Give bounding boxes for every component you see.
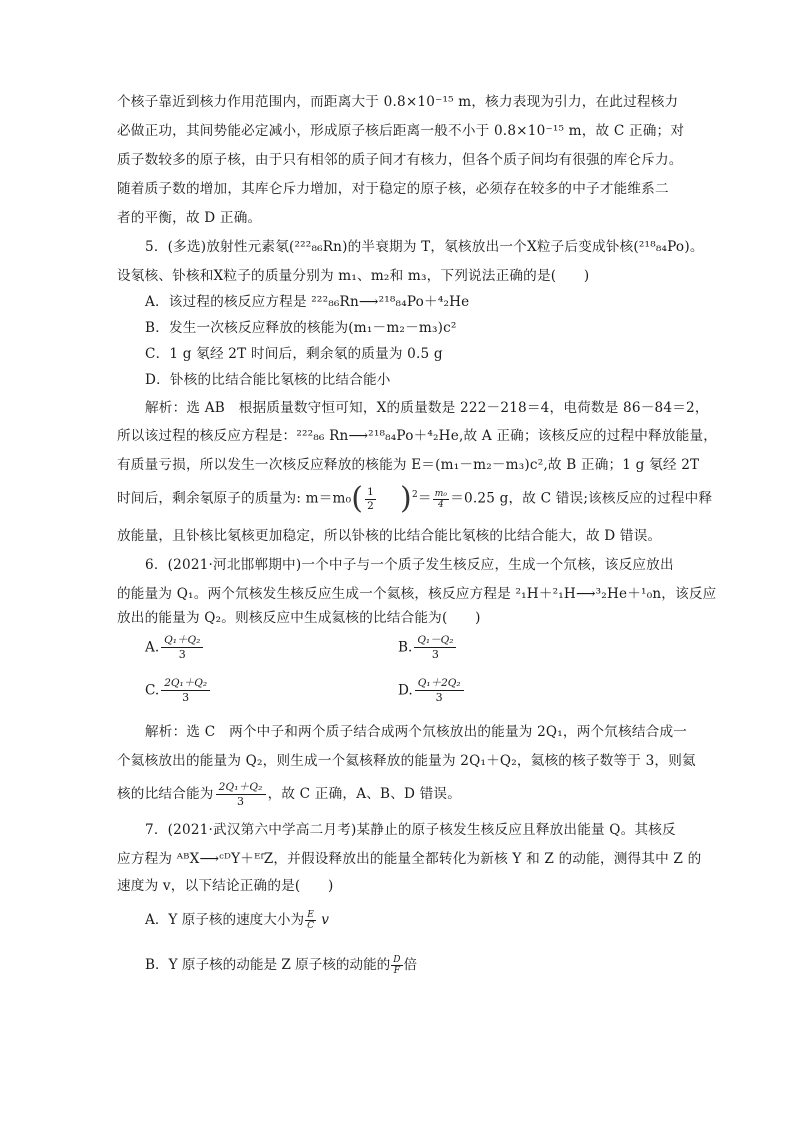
solution-3-text-b: ，故 C 正确，A、B、D 错误。: [267, 786, 461, 802]
option-a-numerator: Q₁＋Q₂: [161, 634, 203, 648]
solution-3-text-a: 核的比结合能为: [117, 786, 214, 802]
question-5-solution-line-5: 放能量，且钋核比氡核更加稳定，所以钋核的比结合能比氡核的比结合能大，故 D 错误。: [117, 528, 662, 544]
intro-line-5: 者的平衡，故 D 正确。: [117, 210, 262, 226]
question-6-option-c: [145, 677, 212, 705]
option-a-label: A.: [145, 639, 160, 656]
solution-4-text-b: ＝0.25 g，故 C 错误;该核反应的过程中释: [450, 490, 713, 507]
question-6-solution-line-3: [117, 776, 689, 812]
question-6-option-a: [145, 634, 205, 662]
question-6-option-b: [398, 634, 458, 662]
option-b-label: B.: [398, 639, 413, 656]
option-d-numerator: Q₁＋2Q₂: [415, 677, 464, 691]
question-7-option-a: [145, 910, 329, 931]
solution-4-text-a: 时间后，剩余氡原子的质量为: m＝m₀: [117, 490, 352, 507]
option-c-fraction: [161, 677, 210, 705]
question-5-option-c: C．1 g 氡经 2T 时间后，剩余氡的质量为 0.5 g: [145, 346, 443, 362]
question-5-stem-line-1: 5．(多选)放射性元素氡(²²²₈₆Rn)的半衰期为 T，氡核放出一个X粒子后变成钋核(²¹⁸₈₄Po)。: [145, 239, 704, 255]
half-denominator: 2: [367, 499, 375, 512]
question-7-option-b: [145, 955, 417, 976]
left-paren: (: [351, 481, 364, 517]
option-c-denominator: 3: [182, 691, 190, 704]
option-c-label: C.: [145, 682, 160, 699]
mass-fraction: [433, 489, 450, 510]
option-a-fraction: [161, 634, 203, 662]
question-5-option-d: D．钋核的比结合能比氡核的比结合能小: [145, 372, 391, 388]
question-6-stem-line-1: 6．(2021·河北邯郸期中)一个中子与一个质子发生核反应，生成一个氘核，该反应放出: [145, 557, 674, 573]
question-5-option-b: B．发生一次核反应释放的核能为(m₁－m₂－m₃)c²: [145, 320, 457, 336]
option-c-numerator: 2Q₁＋Q₂: [161, 677, 210, 691]
question-5-option-a: A．该过程的核反应方程是 ²²²₈₆Rn⟶²¹⁸₈₄Po＋⁴₂He: [145, 294, 470, 310]
q7-option-a-text: A．Y 原子核的速度大小为: [145, 912, 305, 928]
q7-option-a-numerator: E: [305, 910, 316, 921]
question-6-solution-line-2: 个氦核放出的能量为 Q₂，则生成一个氦核释放的能量为 2Q₁＋Q₂，氦核的核子数等于 3，则氦: [117, 753, 696, 769]
question-5-solution-line-4: [117, 478, 713, 517]
question-6-option-d: [398, 677, 466, 705]
option-b-denominator: 3: [431, 648, 439, 661]
exponent: 2: [411, 490, 418, 500]
question-6-stem-line-2: 的能量为 Q₁。两个氘核发生核反应生成一个氦核，核反应方程是 ²₁H＋²₁H⟶³₂He＋¹₀n，该反应: [117, 586, 717, 602]
option-b-numerator: Q₁－Q₂: [414, 634, 456, 648]
intro-line-2: 必做正功，其间势能必定减小，形成原子核后距离一般不小于 0.8×10⁻¹⁵ m，故 C 正确；对: [117, 123, 685, 139]
half-fraction: [365, 486, 376, 513]
question-5-solution-line-3: 有质量亏损，所以发生一次核反应释放的核能为 E＝(m₁－m₂－m₃)c²,故 B 正确；1 g 氡经 2T: [117, 457, 700, 473]
question-5-solution-line-2: 所以该过程的核反应方程是：²²²₈₆ Rn⟶²¹⁸₈₄Po＋⁴₂He,故 A 正确；该核反应的过程中释放能量，: [117, 428, 718, 444]
option-d-label: D.: [398, 682, 413, 699]
intro-line-1: 个核子靠近到核力作用范围内，而距离大于 0.8×10⁻¹⁵ m，核力表现为引力，在此过程核力: [117, 94, 679, 110]
equals: ＝: [417, 490, 432, 507]
question-6-stem-line-3: 放出的能量为 Q₂。则核反应中生成氦核的比结合能为( ): [117, 610, 481, 626]
q7-option-b-denominator: F: [393, 966, 401, 976]
question-7-stem-line-2: 应方程为 ᴬᴮX⟶ᶜᴰY＋ᴱᶠZ，并假设释放出的能量全都转化为新核 Y 和 Z 的动能，测得其中 Z 的: [117, 851, 702, 867]
binding-energy-denominator: 3: [236, 794, 245, 808]
q7-option-a-fraction: [305, 910, 316, 931]
question-5-solution-line-1: 解析：选 AB 根据质量数守恒可知，X的质量数是 222－218＝4，电荷数是 86－84＝2，: [145, 400, 709, 416]
q7-option-a-v: v: [316, 912, 329, 928]
mass-fraction-denominator: 4: [437, 499, 444, 510]
mass-fraction-numerator: m₀: [434, 488, 448, 499]
intro-line-3: 质子数较多的原子核，由于只有相邻的质子间才有核力，但各个质子间均有很强的库仑斥力。: [117, 152, 683, 168]
binding-energy-fraction: [216, 781, 266, 809]
question-7-stem-line-3: 速度为 v，以下结论正确的是( ): [117, 878, 334, 894]
question-6-solution-line-1: 解析：选 C 两个中子和两个质子结合成两个氘核放出的能量为 2Q₁，两个氘核结合成一: [145, 724, 688, 740]
q7-option-b-text: B．Y 原子核的动能是 Z 原子核的动能的: [145, 957, 391, 973]
q7-option-b-numerator: D: [393, 955, 401, 965]
q7-option-b-fraction: [391, 955, 402, 976]
half-numerator: 1: [367, 485, 375, 498]
option-a-denominator: 3: [178, 648, 186, 661]
question-5-stem-line-2: 设氡核、钋核和X粒子的质量分别为 m₁、m₂和 m₃，下列说法正确的是( ): [117, 268, 590, 284]
option-d-fraction: [415, 677, 464, 705]
q7-option-a-denominator: C: [307, 921, 314, 931]
intro-line-4: 随着质子数的增加，其库仑斥力增加，对于稳定的原子核，必须存在较多的中子才能维系二: [117, 181, 669, 197]
right-paren: ): [400, 481, 412, 517]
binding-energy-numerator: 2Q₁＋Q₂: [216, 781, 266, 795]
question-7-stem-line-1: 7．(2021·武汉第六中学高二月考)某静止的原子核发生核反应且释放出能量 Q。其核反: [145, 822, 676, 838]
q7-option-b-suffix: 倍: [403, 957, 418, 973]
option-b-fraction: [414, 634, 456, 662]
option-d-denominator: 3: [435, 691, 443, 704]
